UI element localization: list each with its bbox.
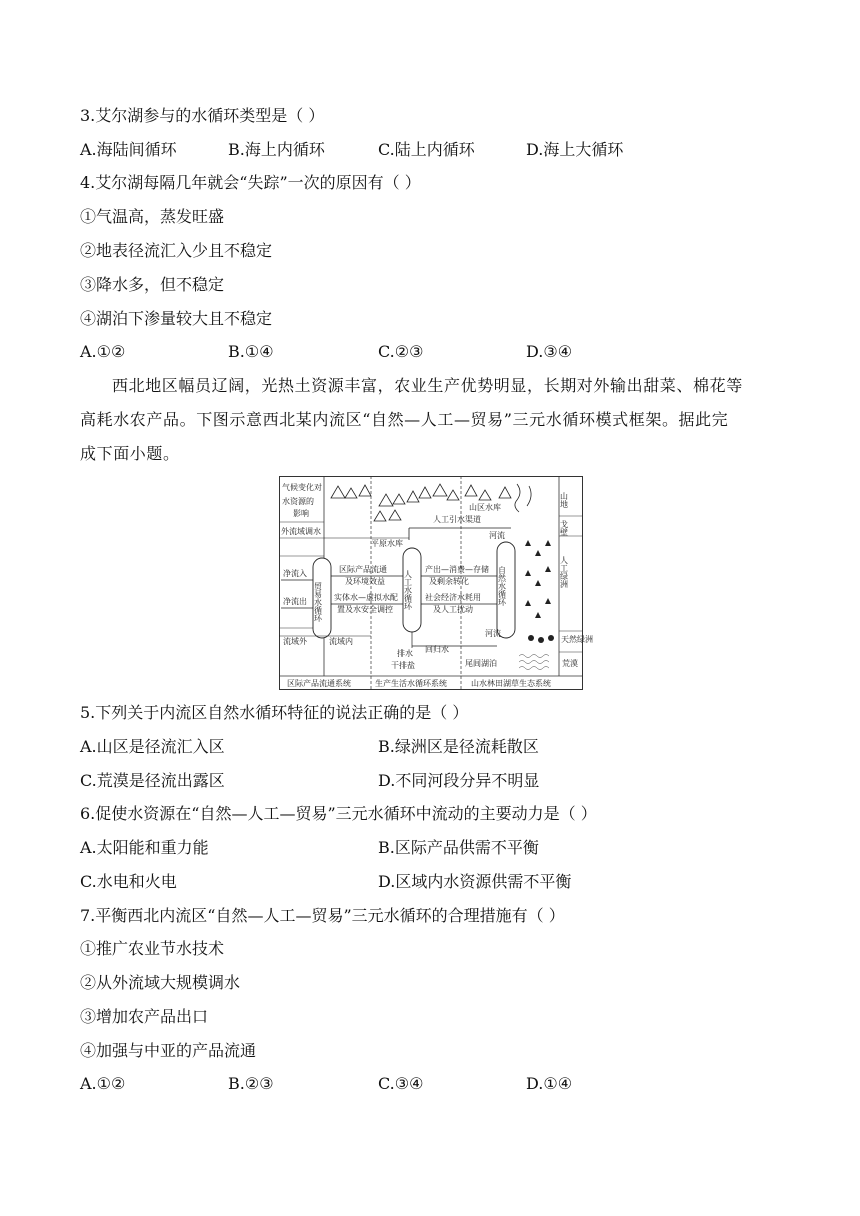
label-transfer: 外流域调水 <box>281 527 321 536</box>
label-drain: 排水 <box>397 649 413 658</box>
passage-line-1: 西北地区幅员辽阔，光热土资源丰富，农业生产优势明显，长期对外输出甜菜、棉花等 <box>112 376 743 395</box>
passage-line-3: 成下面小题。 <box>80 444 180 463</box>
label-inside-basin: 流域内 <box>329 637 353 646</box>
label-river-2: 河流 <box>485 629 501 638</box>
q4-item-3: ③降水多，但不稳定 <box>80 275 225 294</box>
label-gobi: 戈壁 <box>559 520 569 536</box>
passage <box>80 369 780 471</box>
flow-product-1: 区际产品流通 <box>339 565 387 574</box>
q6-option-d: D.区域内水资源供需不平衡 <box>378 872 572 891</box>
flow-consume-1: 产出—消费—存储 <box>425 565 489 574</box>
cycle-natural: 自然水循环 <box>497 566 507 606</box>
label-climate-2: 水资源的 <box>282 497 314 506</box>
q6-stem: 6.促使水资源在“自然—人工—贸易”三元水循环中流动的主要动力是（ ） <box>80 804 597 823</box>
system-trade: 区际产品流通系统 <box>287 679 351 688</box>
q6-option-c: C.水电和火电 <box>80 872 177 891</box>
q5-option-c: C.荒漠是径流出露区 <box>80 771 225 790</box>
flow-socio-1: 社会经济水耗用 <box>425 593 481 602</box>
q4-item-2: ②地表径流汇入少且不稳定 <box>80 241 273 260</box>
q4-option-b: B.①④ <box>228 342 274 361</box>
q4-option-d: D.③④ <box>526 342 573 361</box>
q7-item-2: ②从外流域大规模调水 <box>80 973 241 992</box>
system-ecology: 山水林田湖草生态系统 <box>471 679 551 688</box>
q3-option-b: B.海上内循环 <box>228 140 325 159</box>
q4-item-4: ④湖泊下渗量较大且不稳定 <box>80 309 273 328</box>
q3-option-d: D.海上大循环 <box>526 140 624 159</box>
q6-option-a: A.太阳能和重力能 <box>80 838 209 857</box>
q5-option-b: B.绿洲区是径流耗散区 <box>378 737 539 756</box>
q7-option-a: A.①② <box>80 1074 126 1093</box>
q3-option-c: C.陆上内循环 <box>378 140 475 159</box>
q7-option-d: D.①④ <box>526 1074 573 1093</box>
label-net-outflow: 净流出 <box>283 597 307 606</box>
flow-socio-2: 及人工扰动 <box>433 605 473 614</box>
cycle-artificial: 人工水循环 <box>403 570 413 610</box>
q7-item-1: ①推广农业节水技术 <box>80 939 225 958</box>
q4-option-c: C.②③ <box>378 342 424 361</box>
label-river-1: 河流 <box>489 531 505 540</box>
label-mountain-reservoir: 山区水库 <box>469 503 501 512</box>
q3-option-a: A.海陆间循环 <box>80 140 177 159</box>
passage-line-2: 高耗水农产品。下图示意西北某内流区“自然—人工—贸易”三元水循环模式框架。据此完 <box>80 410 729 429</box>
system-production: 生产生活水循环系统 <box>375 679 447 688</box>
flow-virtual-1: 实体水—虚拟水配 <box>334 593 398 602</box>
flow-consume-2: 及剩余转化 <box>429 577 469 586</box>
q7-option-b: B.②③ <box>228 1074 274 1093</box>
q3-stem: 3.艾尔湖参与的水循环类型是（ ） <box>80 106 325 125</box>
q4-item-1: ①气温高，蒸发旺盛 <box>80 207 225 226</box>
label-climate-3: 影响 <box>293 509 309 518</box>
label-mountain: 山地 <box>559 492 569 508</box>
flow-product-2: 及环境效益 <box>345 577 385 586</box>
q6-option-b: B.区际产品供需不平衡 <box>378 838 539 857</box>
q4-option-a: A.①② <box>80 342 126 361</box>
label-natural-oasis: 天然绿洲 <box>561 635 593 644</box>
q5-option-a: A.山区是径流汇入区 <box>80 737 225 756</box>
label-salt: 干排盐 <box>391 661 415 670</box>
label-terminal-lake: 尾闾湖泊 <box>465 659 497 668</box>
q4-stem: 4.艾尔湖每隔几年就会“失踪”一次的原因有（ ） <box>80 173 421 192</box>
label-return-water: 回归水 <box>425 645 449 654</box>
label-artificial-oasis: 人工绿洲 <box>559 556 569 588</box>
label-desert: 荒漠 <box>562 659 578 668</box>
q7-item-3: ③增加农产品出口 <box>80 1007 209 1026</box>
label-climate-1: 气候变化对 <box>282 483 322 492</box>
q7-stem: 7.平衡西北内流区“自然—人工—贸易”三元水循环的合理措施有（ ） <box>80 906 565 925</box>
q5-stem: 5.下列关于内流区自然水循环特征的说法正确的是（ ） <box>80 703 469 722</box>
q5-option-d: D.不同河段分异不明显 <box>378 771 540 790</box>
cycle-trade: 贸易水循环 <box>313 582 323 622</box>
q7-item-4: ④加强与中亚的产品流通 <box>80 1041 257 1060</box>
label-channel: 人工引水渠道 <box>433 515 481 524</box>
label-plain-reservoir: 平原水库 <box>371 539 403 548</box>
label-outside-basin: 流域外 <box>283 637 307 646</box>
flow-virtual-2: 置及水安全调控 <box>337 605 393 614</box>
label-net-inflow: 净流入 <box>283 569 307 578</box>
q7-option-c: C.③④ <box>378 1074 424 1093</box>
water-cycle-diagram <box>279 476 593 690</box>
